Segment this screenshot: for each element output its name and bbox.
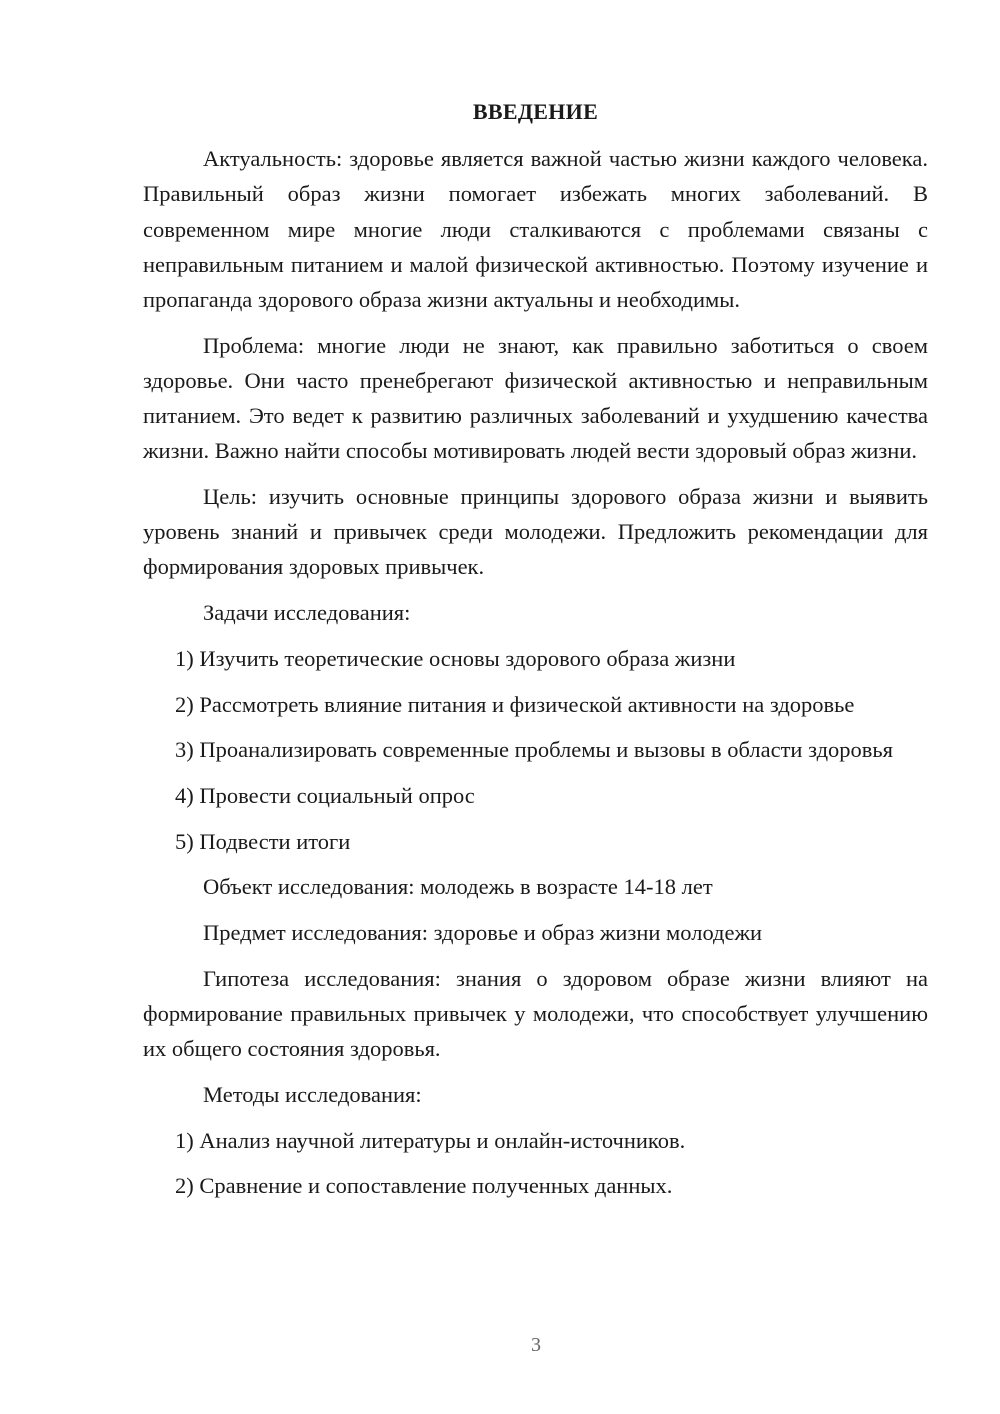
page-body xyxy=(143,94,928,1214)
tasks-heading: Задачи исследования: xyxy=(203,600,411,626)
task-item: 4) Провести социальный опрос xyxy=(175,782,475,808)
hypothesis-paragraph: Гипотеза исследования: знания о здоровом образе жизни влияют на формирование правильных привычек у молодежи, что способствует улучшению их общего состояния здоровья. xyxy=(143,965,928,1062)
relevance-paragraph: Актуальность: здоровье является важной частью жизни каждого человека. Правильный образ жизни помогает избежать многих заболеваний. В современном мире многие люди сталкиваются с проблемами связаны с неправильным питанием и малой физической активностью. Поэтому изучение и пропаганда здорового образа жизни актуальны и необходимы. xyxy=(143,146,928,313)
task-item: 1) Изучить теоретические основы здорового образа жизни xyxy=(175,645,736,671)
goal-paragraph: Цель: изучить основные принципы здорового образа жизни и выявить уровень знаний и привычек среди молодежи. Предложить рекомендации для формирования здоровых привычек. xyxy=(143,484,928,580)
method-item: 2) Сравнение и сопоставление полученных данных. xyxy=(175,1173,673,1199)
task-item: 5) Подвести итоги xyxy=(175,828,351,854)
task-item: 2) Рассмотреть влияние питания и физической активности на здоровье xyxy=(175,691,855,717)
page-title: ВВЕДЕНИЕ xyxy=(472,99,599,124)
task-item: 3) Проанализировать современные проблемы и вызовы в области здоровья xyxy=(175,737,894,763)
subject-line: Предмет исследования: здоровье и образ жизни молодежи xyxy=(203,920,763,946)
method-item: 1) Анализ научной литературы и онлайн-источников. xyxy=(175,1127,686,1153)
problem-paragraph: Проблема: многие люди не знают, как правильно заботиться о своем здоровье. Они часто пренебрегают физической активностью и неправильным питанием. Это ведет к развитию различных заболеваний и ухудшению качества жизни. Важно найти способы мотивировать людей вести здоровый образ жизни. xyxy=(143,332,928,464)
object-line: Объект исследования: молодежь в возрасте 14-18 лет xyxy=(203,874,713,900)
page-number: 3 xyxy=(531,1334,541,1356)
methods-heading: Методы исследования: xyxy=(203,1081,422,1107)
